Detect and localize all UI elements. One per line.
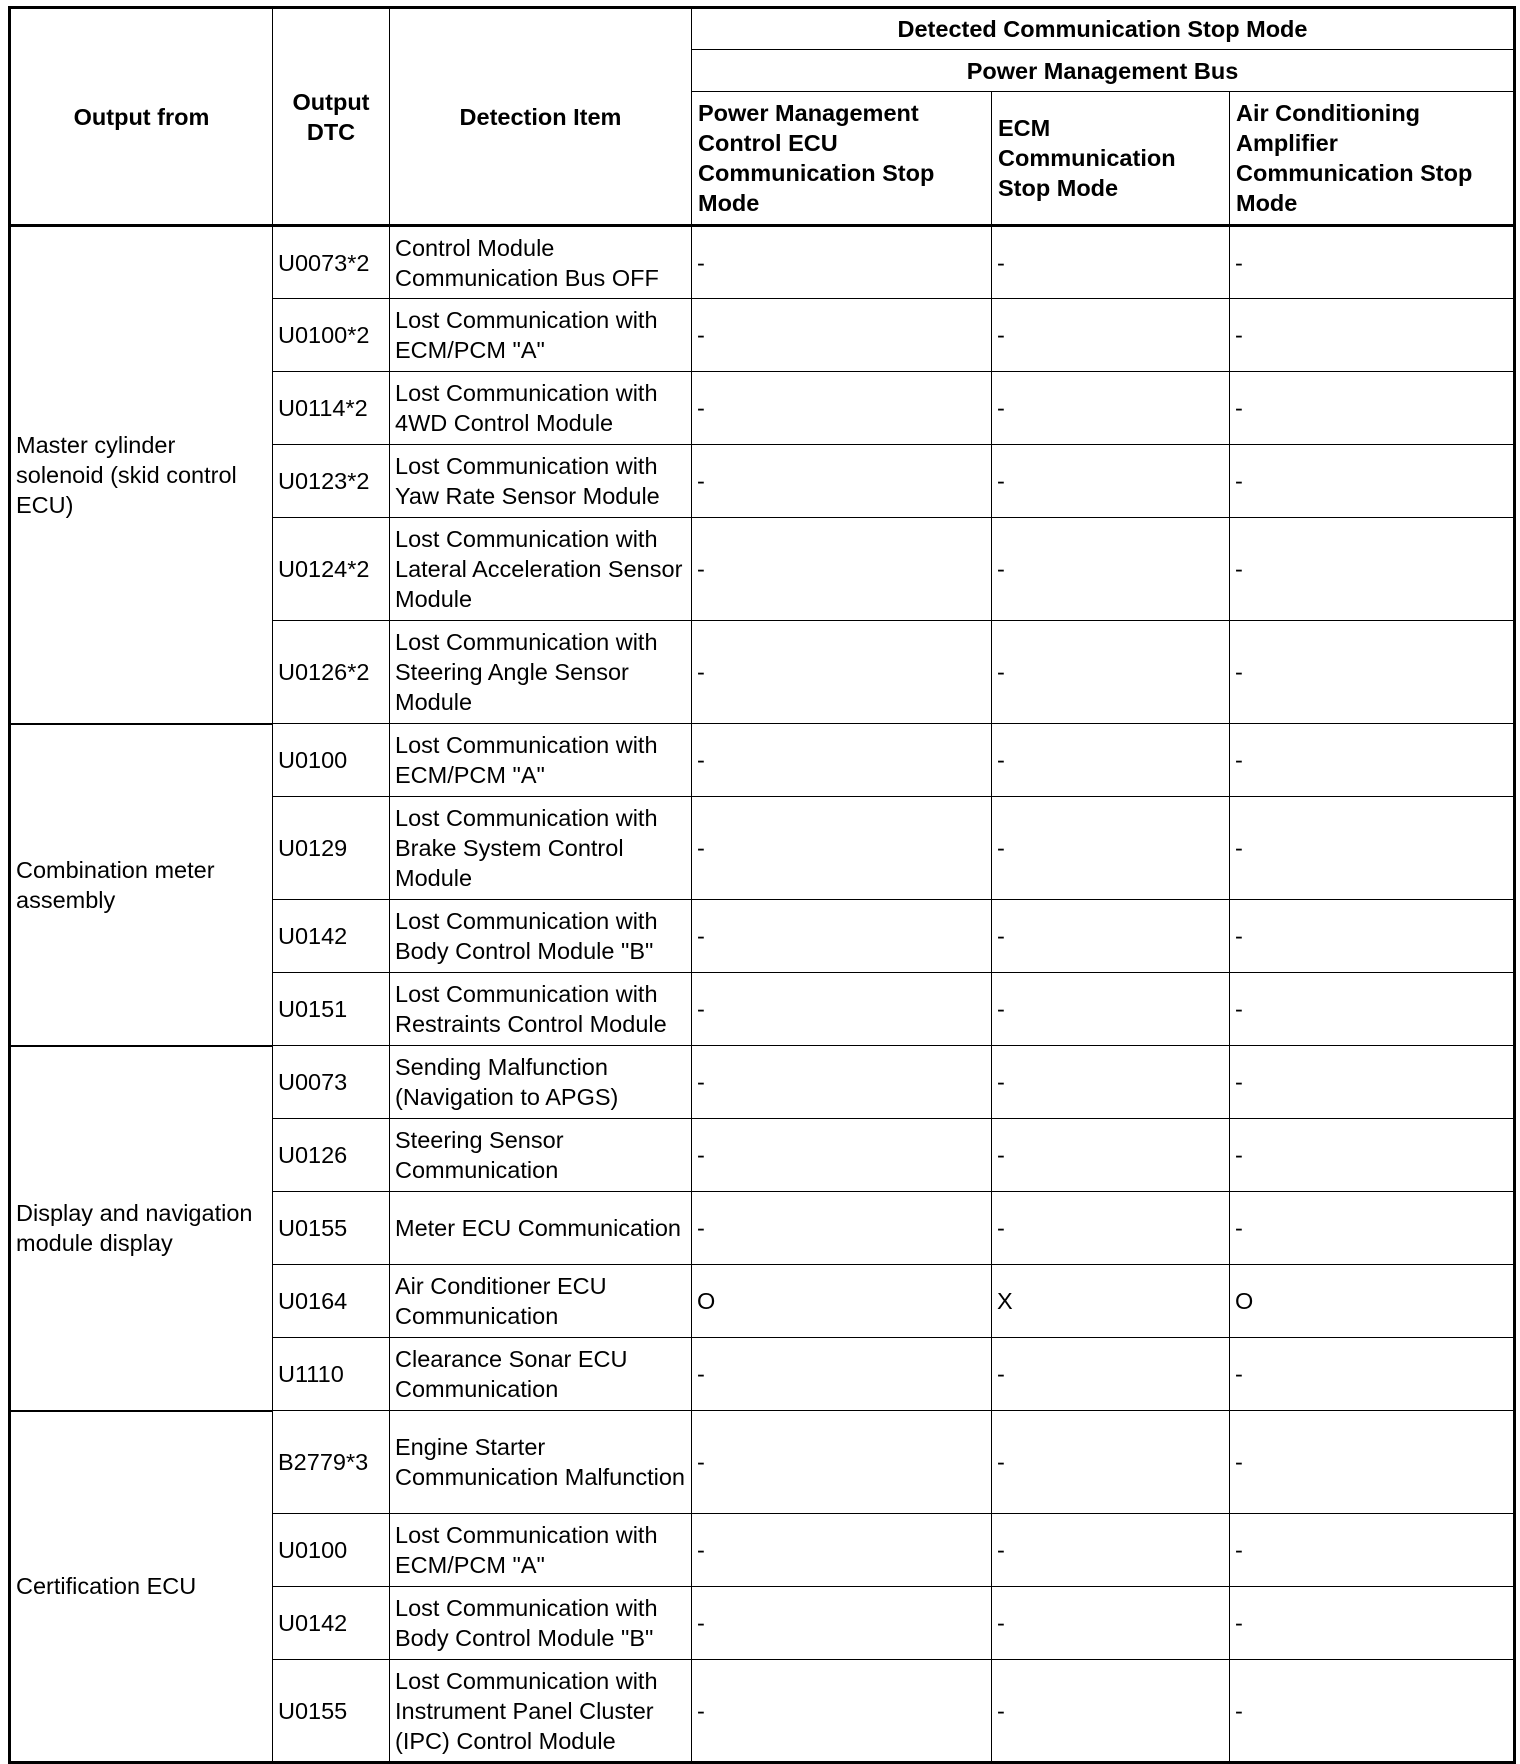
- pm-ecu-stop-mode-cell: -: [692, 724, 992, 797]
- pm-ecu-stop-mode-cell: O: [692, 1265, 992, 1338]
- table-row: [10, 1411, 1515, 1514]
- pm-ecu-stop-mode-cell: -: [692, 621, 992, 724]
- ac-amplifier-stop-mode-cell: -: [1230, 973, 1515, 1046]
- header-pm-ecu-stop-mode: Power Management Control ECU Communication Stop Mode: [692, 92, 992, 226]
- ecm-stop-mode-cell: -: [992, 724, 1230, 797]
- header-power-management-bus: Power Management Bus: [692, 50, 1515, 92]
- detection-item-cell: Steering Sensor Communication: [390, 1119, 692, 1192]
- detection-item-cell: Sending Malfunction (Navigation to APGS): [390, 1046, 692, 1119]
- ecm-stop-mode-cell: -: [992, 973, 1230, 1046]
- ac-amplifier-stop-mode-cell: -: [1230, 1660, 1515, 1763]
- detection-item-cell: Lost Communication with 4WD Control Module: [390, 372, 692, 445]
- pm-ecu-stop-mode-cell: -: [692, 445, 992, 518]
- ac-amplifier-stop-mode-cell: -: [1230, 1587, 1515, 1660]
- ac-amplifier-stop-mode-cell: O: [1230, 1265, 1515, 1338]
- pm-ecu-stop-mode-cell: -: [692, 299, 992, 372]
- pm-ecu-stop-mode-cell: -: [692, 1587, 992, 1660]
- detection-item-cell: Engine Starter Communication Malfunction: [390, 1411, 692, 1514]
- dtc-table-body: [10, 226, 1515, 1763]
- header-detected-stop-mode: Detected Communication Stop Mode: [692, 8, 1515, 50]
- ecm-stop-mode-cell: -: [992, 518, 1230, 621]
- detection-item-cell: Lost Communication with Brake System Control Module: [390, 797, 692, 900]
- dtc-code-cell: U0151: [273, 973, 390, 1046]
- dtc-code-cell: U1110: [273, 1338, 390, 1411]
- output-from-cell: Master cylinder solenoid (skid control ECU): [10, 226, 273, 724]
- ecm-stop-mode-cell: -: [992, 621, 1230, 724]
- ecm-stop-mode-cell: -: [992, 1046, 1230, 1119]
- detection-item-cell: Lost Communication with Instrument Panel Cluster (IPC) Control Module: [390, 1660, 692, 1763]
- ac-amplifier-stop-mode-cell: -: [1230, 1411, 1515, 1514]
- header-detection-item: Detection Item: [390, 8, 692, 226]
- dtc-code-cell: U0142: [273, 900, 390, 973]
- pm-ecu-stop-mode-cell: -: [692, 1192, 992, 1265]
- ac-amplifier-stop-mode-cell: -: [1230, 518, 1515, 621]
- ecm-stop-mode-cell: -: [992, 1338, 1230, 1411]
- ecm-stop-mode-cell: -: [992, 445, 1230, 518]
- detection-item-cell: Control Module Communication Bus OFF: [390, 226, 692, 299]
- pm-ecu-stop-mode-cell: -: [692, 1046, 992, 1119]
- ac-amplifier-stop-mode-cell: -: [1230, 226, 1515, 299]
- ecm-stop-mode-cell: X: [992, 1265, 1230, 1338]
- detection-item-cell: Lost Communication with Body Control Module "B": [390, 1587, 692, 1660]
- ac-amplifier-stop-mode-cell: -: [1230, 372, 1515, 445]
- ac-amplifier-stop-mode-cell: -: [1230, 724, 1515, 797]
- detection-item-cell: Lost Communication with Yaw Rate Sensor Module: [390, 445, 692, 518]
- table-row: [10, 1046, 1515, 1119]
- detection-item-cell: Lost Communication with ECM/PCM "A": [390, 724, 692, 797]
- pm-ecu-stop-mode-cell: -: [692, 1411, 992, 1514]
- header-output-dtc: Output DTC: [273, 8, 390, 226]
- dtc-code-cell: U0124*2: [273, 518, 390, 621]
- ac-amplifier-stop-mode-cell: -: [1230, 900, 1515, 973]
- ecm-stop-mode-cell: -: [992, 226, 1230, 299]
- header-ac-amplifier-stop-mode: Air Conditioning Amplifier Communication Stop Mode: [1230, 92, 1515, 226]
- dtc-code-cell: U0126*2: [273, 621, 390, 724]
- dtc-code-cell: U0100*2: [273, 299, 390, 372]
- ecm-stop-mode-cell: -: [992, 797, 1230, 900]
- ecm-stop-mode-cell: -: [992, 1192, 1230, 1265]
- detection-item-cell: Lost Communication with Restraints Control Module: [390, 973, 692, 1046]
- output-from-cell: Combination meter assembly: [10, 724, 273, 1046]
- dtc-code-cell: U0142: [273, 1587, 390, 1660]
- ecm-stop-mode-cell: -: [992, 1411, 1230, 1514]
- header-ecm-stop-mode: ECM Communication Stop Mode: [992, 92, 1230, 226]
- output-from-cell: Display and navigation module display: [10, 1046, 273, 1411]
- dtc-code-cell: U0126: [273, 1119, 390, 1192]
- pm-ecu-stop-mode-cell: -: [692, 973, 992, 1046]
- detection-item-cell: Lost Communication with ECM/PCM "A": [390, 1514, 692, 1587]
- detection-item-cell: Lost Communication with Lateral Acceleration Sensor Module: [390, 518, 692, 621]
- dtc-code-cell: U0073: [273, 1046, 390, 1119]
- pm-ecu-stop-mode-cell: -: [692, 1119, 992, 1192]
- pm-ecu-stop-mode-cell: -: [692, 518, 992, 621]
- ac-amplifier-stop-mode-cell: -: [1230, 797, 1515, 900]
- dtc-code-cell: B2779*3: [273, 1411, 390, 1514]
- ecm-stop-mode-cell: -: [992, 1660, 1230, 1763]
- detection-item-cell: Lost Communication with Steering Angle Sensor Module: [390, 621, 692, 724]
- dtc-code-cell: U0100: [273, 724, 390, 797]
- ecm-stop-mode-cell: -: [992, 900, 1230, 973]
- ecm-stop-mode-cell: -: [992, 372, 1230, 445]
- ac-amplifier-stop-mode-cell: -: [1230, 1192, 1515, 1265]
- detection-item-cell: Clearance Sonar ECU Communication: [390, 1338, 692, 1411]
- detection-item-cell: Meter ECU Communication: [390, 1192, 692, 1265]
- pm-ecu-stop-mode-cell: -: [692, 1338, 992, 1411]
- ecm-stop-mode-cell: -: [992, 1514, 1230, 1587]
- dtc-code-cell: U0100: [273, 1514, 390, 1587]
- pm-ecu-stop-mode-cell: -: [692, 1514, 992, 1587]
- ac-amplifier-stop-mode-cell: -: [1230, 1046, 1515, 1119]
- dtc-code-cell: U0114*2: [273, 372, 390, 445]
- dtc-code-cell: U0073*2: [273, 226, 390, 299]
- ac-amplifier-stop-mode-cell: -: [1230, 299, 1515, 372]
- header-output-from: Output from: [10, 8, 273, 226]
- pm-ecu-stop-mode-cell: -: [692, 1660, 992, 1763]
- ecm-stop-mode-cell: -: [992, 299, 1230, 372]
- detection-item-cell: Lost Communication with Body Control Module "B": [390, 900, 692, 973]
- pm-ecu-stop-mode-cell: -: [692, 900, 992, 973]
- dtc-code-cell: U0155: [273, 1660, 390, 1763]
- dtc-code-cell: U0155: [273, 1192, 390, 1265]
- ac-amplifier-stop-mode-cell: -: [1230, 445, 1515, 518]
- table-row: [10, 724, 1515, 797]
- ecm-stop-mode-cell: -: [992, 1587, 1230, 1660]
- detection-item-cell: Air Conditioner ECU Communication: [390, 1265, 692, 1338]
- ac-amplifier-stop-mode-cell: -: [1230, 1119, 1515, 1192]
- ac-amplifier-stop-mode-cell: -: [1230, 1514, 1515, 1587]
- dtc-code-cell: U0123*2: [273, 445, 390, 518]
- pm-ecu-stop-mode-cell: -: [692, 226, 992, 299]
- dtc-code-cell: U0129: [273, 797, 390, 900]
- dtc-code-cell: U0164: [273, 1265, 390, 1338]
- output-from-cell: Certification ECU: [10, 1411, 273, 1763]
- pm-ecu-stop-mode-cell: -: [692, 372, 992, 445]
- ecm-stop-mode-cell: -: [992, 1119, 1230, 1192]
- dtc-table: [8, 6, 1516, 1764]
- ac-amplifier-stop-mode-cell: -: [1230, 1338, 1515, 1411]
- ac-amplifier-stop-mode-cell: -: [1230, 621, 1515, 724]
- pm-ecu-stop-mode-cell: -: [692, 797, 992, 900]
- table-row: [10, 226, 1515, 299]
- detection-item-cell: Lost Communication with ECM/PCM "A": [390, 299, 692, 372]
